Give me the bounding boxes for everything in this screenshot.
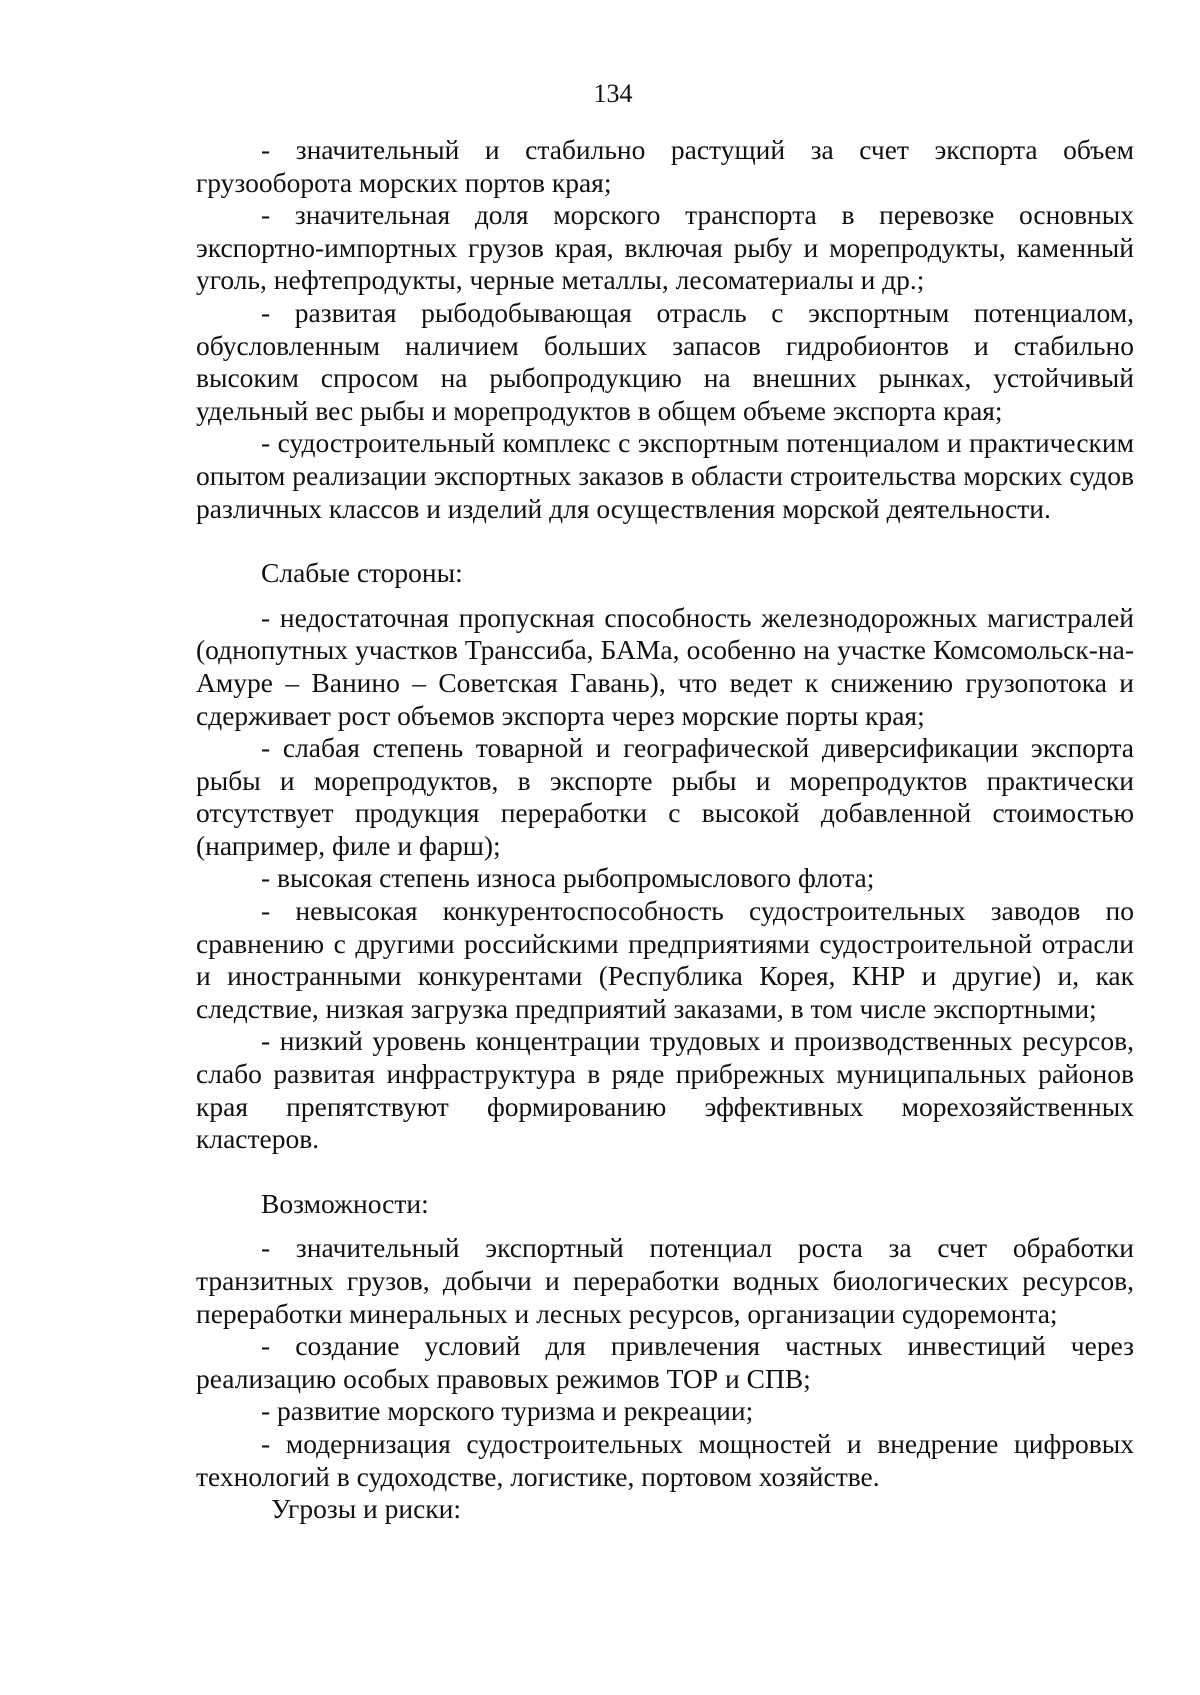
strengths-continuation — [196, 134, 1134, 525]
threats-section — [196, 1493, 1134, 1526]
weaknesses-section — [196, 557, 1134, 1156]
weakness-item-3: - высокая степень износа рыбопромыслового флота; — [261, 862, 875, 894]
spacer — [196, 1156, 1134, 1188]
weaknesses-heading: Слабые стороны: — [261, 557, 463, 589]
threats-heading: Угрозы и риски: — [271, 1493, 462, 1525]
weakness-item-4: - невысокая конкурентоспособность судостроительных заводов по сравнению с другими российскими предприятиями судостроительной отрасли и иностранными конкурентами (Республика Корея, КНР и другие) и, как следствие, низкая загрузка предприятий заказами, в том числе экспортными; — [196, 895, 1134, 1024]
opportunities-section — [196, 1188, 1134, 1493]
opportunity-item-2: - создание условий для привлечения частных инвестиций через реализацию особых правовых режимов ТОР и СПВ; — [196, 1330, 1134, 1394]
strength-item-4: - судостроительный комплекс с экспортным потенциалом и практическим опытом реализации экспортных заказов в области строительства морских судов различных классов и изделий для осуществления морской деятельности. — [196, 427, 1134, 524]
page-content — [196, 134, 1134, 1526]
weakness-item-5: - низкий уровень концентрации трудовых и производственных ресурсов, слабо развитая инфраструктура в ряде прибрежных муниципальных районов края препятствуют формированию эффективных морехозяйственных кластеров. — [196, 1025, 1134, 1155]
opportunity-item-4: - модернизация судостроительных мощностей и внедрение цифровых технологий в судоходстве, логистике, портовом хозяйстве. — [196, 1427, 1134, 1492]
spacer — [196, 525, 1134, 557]
weakness-item-1: - недостаточная пропускная способность железнодорожных магистралей (однопутных участков Транссиба, БАМа, особенно на участке Комсомольск-на-Амуре – Ванино – Советская Гавань), что ведет к снижению грузопотока и сдерживает рост объемов экспорта через морские порты края; — [196, 601, 1134, 731]
opportunity-item-3: - развитие морского туризма и рекреации; — [261, 1395, 754, 1427]
strength-item-1: - значительный и стабильно растущий за счет экспорта объем грузооборота морских портов края; — [196, 134, 1134, 198]
spacer — [196, 1220, 1134, 1232]
weakness-item-2: - слабая степень товарной и географической диверсификации экспорта рыбы и морепродуктов, в экспорте рыбы и морепродуктов практически отсутствует продукция переработки с высокой добавленной стоимостью (например, филе и фарш); — [196, 732, 1134, 861]
strength-item-2: - значительная доля морского транспорта в перевозке основных экспортно-импортных грузов края, включая рыбу и морепродукты, каменный уголь, нефтепродукты, черные металлы, лесоматериалы и др.; — [196, 199, 1134, 296]
strength-item-3: - развитая рыбодобывающая отрасль с экспортным потенциалом, обусловленным наличием больших запасов гидробионтов и стабильно высоким спросом на рыбопродукцию на внешних рынках, устойчивый удельный вес рыбы и морепродуктов в общем объеме экспорта края; — [196, 296, 1134, 426]
opportunity-item-1: - значительный экспортный потенциал роста за счет обработки транзитных грузов, добычи и переработки водных биологических ресурсов, переработки минеральных и лесных ресурсов, организации судоремонта; — [196, 1232, 1134, 1329]
page-number: 134 — [593, 79, 633, 108]
spacer — [196, 590, 1134, 602]
opportunities-heading: Возможности: — [261, 1187, 429, 1219]
